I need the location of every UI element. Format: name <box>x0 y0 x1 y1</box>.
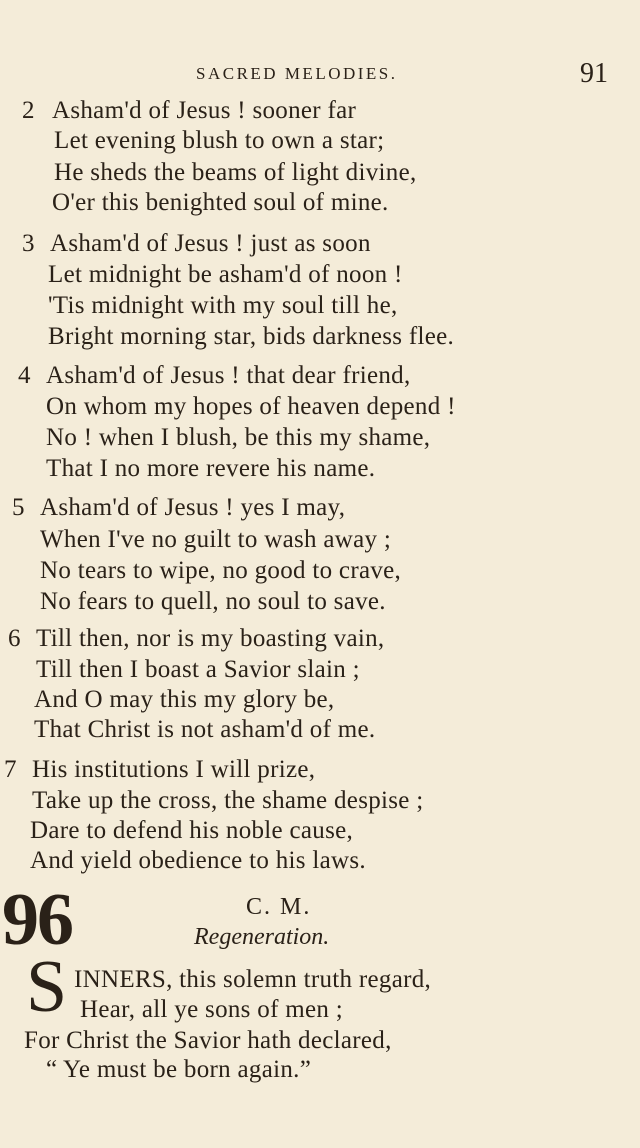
stanza-number: 2 <box>22 97 35 124</box>
stanza-number: 6 <box>8 625 21 652</box>
verse-line: For Christ the Savior hath declared, <box>24 1027 392 1054</box>
verse-line: No ! when I blush, be this my shame, <box>46 424 431 451</box>
stanza-number: 4 <box>18 362 31 389</box>
verse-line: 'Tis midnight with my soul till he, <box>48 292 398 319</box>
verse-line: Hear, all ye sons of men ; <box>80 996 343 1023</box>
verse-line: Asham'd of Jesus ! sooner far <box>52 97 357 124</box>
verse-line: And yield obedience to his laws. <box>30 847 366 874</box>
verse-line: Asham'd of Jesus ! just as soon <box>50 230 371 257</box>
verse-line: His institutions I will prize, <box>32 756 316 783</box>
hymn-meter: C. M. <box>246 894 312 920</box>
verse-line: No fears to quell, no soul to save. <box>40 588 386 615</box>
verse-line: O'er this benighted soul of mine. <box>52 189 389 216</box>
verse-line: Bright morning star, bids darkness flee. <box>48 323 455 350</box>
page-header <box>0 58 640 92</box>
verse-line: “ Ye must be born again.” <box>46 1056 312 1083</box>
verse-line: Till then, nor is my boasting vain, <box>36 625 385 652</box>
verse-line: When I've no guilt to wash away ; <box>40 526 392 553</box>
verse-line: No tears to wipe, no good to crave, <box>40 557 402 584</box>
verse-line: Asham'd of Jesus ! that dear friend, <box>46 362 411 389</box>
stanza-number: 5 <box>12 494 25 521</box>
drop-cap: S <box>26 946 68 1028</box>
stanza-number: 7 <box>4 756 17 783</box>
verse-line: Take up the cross, the shame despise ; <box>32 787 424 814</box>
verse-line: That I no more revere his name. <box>46 455 376 482</box>
hymn-title: Regeneration. <box>194 924 330 950</box>
running-title: SACRED MELODIES. <box>196 64 398 83</box>
hymn-number: 96 <box>2 879 72 961</box>
verse-line: He sheds the beams of light divine, <box>54 159 417 186</box>
verse-line: INNERS, this solemn truth regard, <box>74 966 432 993</box>
page-number: 91 <box>580 58 608 89</box>
verse-line: And O may this my glory be, <box>34 686 335 713</box>
stanza-number: 3 <box>22 230 35 257</box>
verse-line: Dare to defend his noble cause, <box>30 817 354 844</box>
verse-line: Asham'd of Jesus ! yes I may, <box>40 494 346 521</box>
verse-line: Let midnight be asham'd of noon ! <box>48 261 403 288</box>
verse-line: Till then I boast a Savior slain ; <box>36 656 360 683</box>
verse-line: That Christ is not asham'd of me. <box>34 716 376 743</box>
verse-line: Let evening blush to own a star; <box>54 127 385 154</box>
verse-line: On whom my hopes of heaven depend ! <box>46 393 456 420</box>
